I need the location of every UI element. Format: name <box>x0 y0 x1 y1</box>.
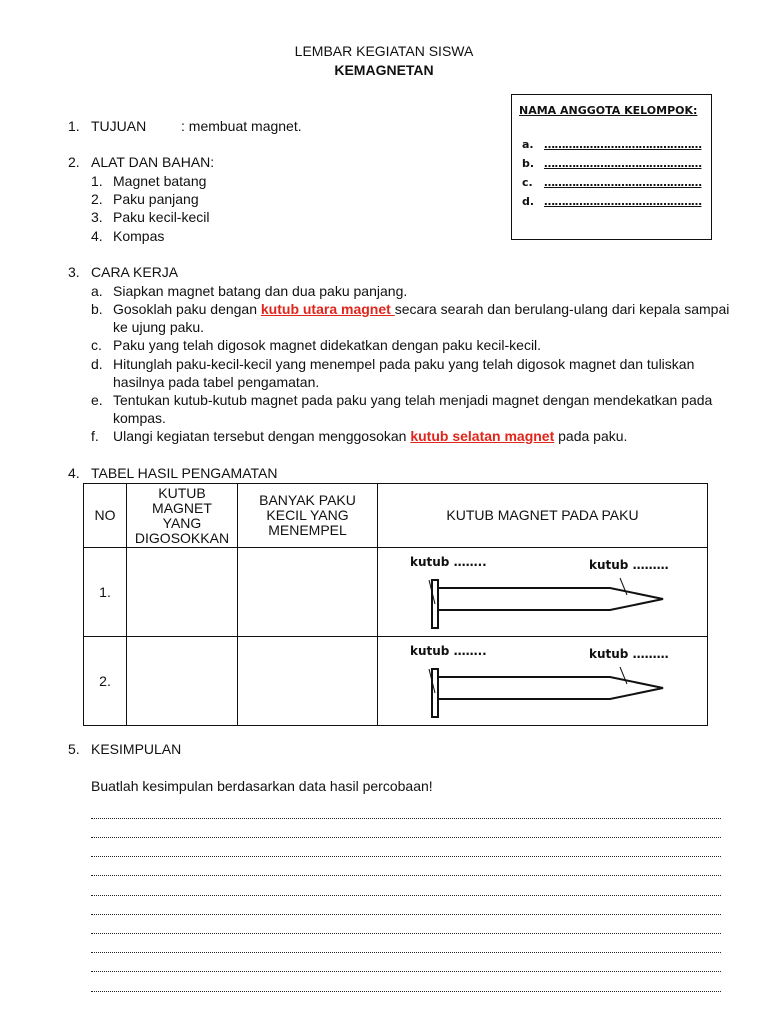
step-label: b. <box>91 301 103 317</box>
worksheet-subtitle: KEMAGNETAN <box>334 62 434 78</box>
observation-table <box>83 483 708 726</box>
conclusion-writing-line[interactable] <box>91 835 721 838</box>
nail-diagram-cell[interactable] <box>378 637 708 726</box>
section-2-number: 2. <box>68 154 80 170</box>
step-b-post: secara searah dan berulang-ulang dari kepala sampai <box>394 301 730 317</box>
header-no: NO <box>84 484 127 548</box>
worksheet-title: LEMBAR KEGIATAN SISWA <box>294 43 474 59</box>
section-1-text: : membuat magnet. <box>181 118 302 134</box>
nail-diagram-cell[interactable] <box>378 548 708 637</box>
member-row-a[interactable] <box>522 138 702 151</box>
left-pole-label[interactable]: kutub …….. <box>410 555 487 569</box>
header-line: YANG <box>162 514 202 531</box>
member-name-blank[interactable]: ……………………………………… <box>544 138 702 151</box>
material-item-number: 4. <box>91 228 103 244</box>
member-name-blank[interactable]: ……………………………………… <box>544 176 702 189</box>
table-row <box>84 548 708 637</box>
step-label: d. <box>91 356 103 372</box>
row-number: 1. <box>84 548 127 637</box>
kutub-input-cell[interactable] <box>127 548 238 637</box>
step-b-pre: Gosoklah paku dengan <box>113 301 261 317</box>
section-4-title: TABEL HASIL PENGAMATAN <box>91 465 278 481</box>
member-row-b[interactable] <box>522 157 702 170</box>
header-kutub-pada-paku: KUTUB MAGNET PADA PAKU <box>378 484 708 548</box>
conclusion-writing-line[interactable] <box>91 969 721 972</box>
step-b-text <box>113 301 729 317</box>
material-item: Magnet batang <box>113 173 207 189</box>
material-item: Paku kecil-kecil <box>113 209 210 225</box>
table-row <box>84 637 708 726</box>
group-members-box <box>511 94 712 240</box>
conclusion-writing-line[interactable] <box>91 989 721 992</box>
right-pole-label[interactable]: kutub ……… <box>589 558 669 572</box>
step-e-line2: kompas. <box>113 410 166 426</box>
count-input-cell[interactable] <box>238 548 378 637</box>
header-line: MAGNET <box>152 499 212 516</box>
step-label: c. <box>91 337 102 353</box>
conclusion-writing-line[interactable] <box>91 893 721 896</box>
conclusion-writing-line[interactable] <box>91 950 721 953</box>
member-label: a. <box>522 138 534 151</box>
material-item-number: 2. <box>91 191 103 207</box>
right-pointer-arrow <box>620 667 627 684</box>
right-pole-label[interactable]: kutub ……… <box>589 647 669 661</box>
right-pointer-arrow <box>620 578 627 595</box>
member-name-blank[interactable]: ……………………………………… <box>544 195 702 208</box>
conclusion-writing-line[interactable] <box>91 873 721 876</box>
member-label: c. <box>522 176 533 189</box>
header-kutub-digosokkan <box>127 484 238 548</box>
header-line: MENEMPEL <box>268 522 347 538</box>
member-row-c[interactable] <box>522 176 702 189</box>
section-3-number: 3. <box>68 264 80 280</box>
material-item-number: 1. <box>91 173 103 189</box>
table-header-row <box>84 484 708 548</box>
step-label: f. <box>91 428 99 444</box>
step-a-text: Siapkan magnet batang dan dua paku panjang. <box>113 283 408 299</box>
step-d-line1: Hitunglah paku-kecil-kecil yang menempel pada paku yang telah digosok magnet dan tuliskan <box>113 356 695 372</box>
section-5-number: 5. <box>68 741 80 757</box>
header-line: BANYAK PAKU <box>259 492 356 508</box>
nail-diagram <box>378 637 708 725</box>
step-b-highlight: kutub utara magnet <box>260 301 395 317</box>
nail-diagram <box>378 548 708 636</box>
kutub-input-cell[interactable] <box>127 637 238 726</box>
section-4-number: 4. <box>68 465 80 481</box>
count-input-cell[interactable] <box>238 637 378 726</box>
member-name-blank[interactable]: ……………………………………… <box>544 157 702 170</box>
section-5-title: KESIMPULAN <box>91 741 182 757</box>
header-banyak-paku <box>238 484 378 548</box>
header-line: KUTUB <box>158 484 206 501</box>
member-label: d. <box>522 195 535 208</box>
header-line: DIGOSOKKAN <box>134 529 230 546</box>
step-f-text <box>113 428 627 444</box>
step-f-pre: Ulangi kegiatan tersebut dengan menggosokan <box>113 428 411 444</box>
step-label: a. <box>91 283 103 299</box>
step-e-line1: Tentukan kutub-kutub magnet pada paku yang telah menjadi magnet dengan mendekatkan pada <box>113 392 713 408</box>
conclusion-writing-line[interactable] <box>91 854 721 857</box>
section-2-title: ALAT DAN BAHAN: <box>91 154 215 170</box>
material-item: Paku panjang <box>113 191 199 207</box>
conclusion-instruction: Buatlah kesimpulan berdasarkan data hasil percobaan! <box>91 778 433 794</box>
step-b-line2: ke ujung paku. <box>113 319 205 335</box>
left-pole-label[interactable]: kutub …….. <box>410 644 487 658</box>
material-item-number: 3. <box>91 209 103 225</box>
step-f-post: pada paku. <box>554 428 628 444</box>
section-3-title: CARA KERJA <box>91 264 179 280</box>
step-label: e. <box>91 392 103 408</box>
section-1-number: 1. <box>68 118 80 134</box>
member-row-d[interactable] <box>522 195 702 208</box>
nail-shaft <box>438 677 663 699</box>
conclusion-writing-line[interactable] <box>91 816 721 819</box>
group-members-title: NAMA ANGGOTA KELOMPOK: <box>519 104 698 117</box>
step-d-line2: hasilnya pada tabel pengamatan. <box>113 374 320 390</box>
material-item: Kompas <box>113 228 165 244</box>
conclusion-writing-line[interactable] <box>91 931 721 934</box>
conclusion-writing-line[interactable] <box>91 912 721 915</box>
member-label: b. <box>522 157 535 170</box>
header-line: KECIL YANG <box>266 507 349 523</box>
section-1-title: TUJUAN <box>91 118 147 134</box>
row-number: 2. <box>84 637 127 726</box>
step-c-text: Paku yang telah digosok magnet didekatkan dengan paku kecil-kecil. <box>113 337 542 353</box>
step-f-highlight: kutub selatan magnet <box>410 428 555 444</box>
nail-shaft <box>438 588 663 610</box>
